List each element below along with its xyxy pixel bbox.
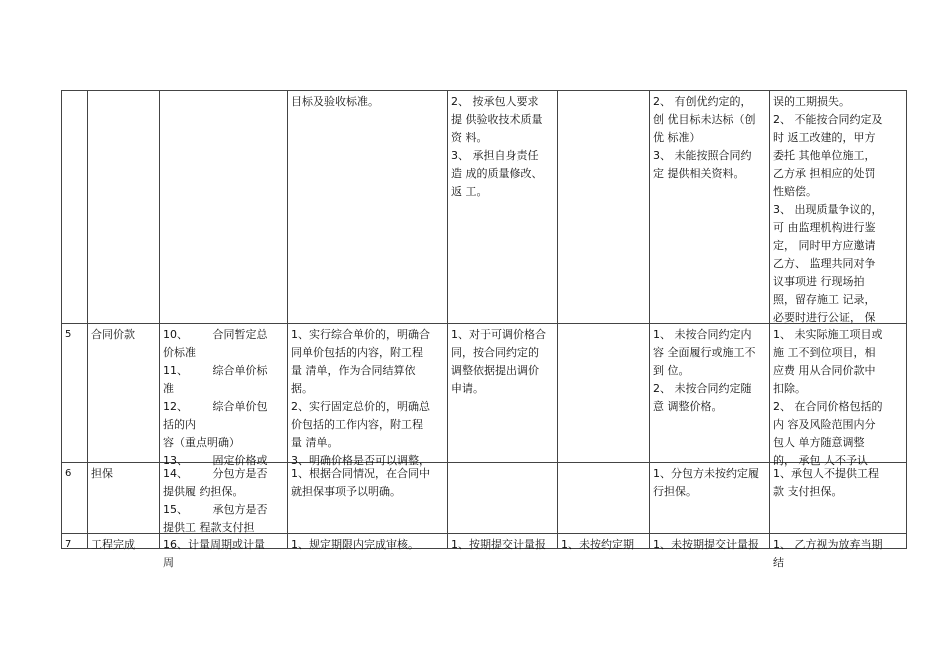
cell-text-line: 1、 未实际施工项目或 [773, 328, 883, 341]
item-name: 合同价款 [91, 328, 135, 341]
cell-text-line: 2、 不能按合同约定及 [773, 113, 883, 126]
party-b-cell [558, 324, 650, 463]
table-row [62, 91, 907, 324]
table-row [62, 324, 907, 463]
handling-cell [770, 324, 907, 467]
cell-text-line: 16、计量周期或计量 [163, 538, 265, 551]
cell-text-line: 2、 按承包人要求 [451, 95, 539, 108]
cell-text-line: 创 优目标未达标（创 [653, 113, 756, 126]
cell-text-line: 1、分包方未按约定履 [653, 467, 759, 480]
cell-text-line: 3、 承担自身责任 [451, 149, 539, 162]
control-point-cell [160, 91, 288, 324]
cell-text-line: 1、 乙方视为放弃当期 [773, 538, 883, 551]
party-a-cell [448, 534, 558, 549]
violation-cell [650, 463, 770, 534]
row-number-cell [62, 324, 88, 463]
cell-text-line: 提供工 程款支付担 [163, 521, 255, 534]
item-name-cell [88, 324, 160, 463]
cell-text-line: 1、承包人不提供工程 [773, 467, 879, 480]
cell-text-line: 15、 承包方是否 [163, 503, 268, 516]
cell-text-line: 1、规定期限内完成审核。 [291, 538, 419, 551]
row-number-cell [62, 463, 88, 534]
cell-text-line: 的， 承包 人不予认 [773, 454, 868, 467]
handling-cell [770, 91, 907, 324]
cell-text-line: 定， 同时甲方应邀请 [773, 239, 876, 252]
party-b-cell [558, 534, 650, 549]
violation-cell [650, 91, 770, 324]
row-number: 5 [65, 329, 72, 340]
handling-cell [770, 463, 907, 534]
party-a-cell [448, 91, 558, 324]
cell-text-line: 优 标准） [653, 131, 701, 144]
cell-text-line: 应费 用从合同价款中 [773, 364, 876, 377]
cell-text-line: 3、明确价格是否可以调整， [291, 454, 430, 467]
control-point-cell [160, 534, 288, 569]
cell-text-line: 返 工。 [451, 185, 488, 198]
cell-text-line: 2、 在合同价格包括的 [773, 400, 883, 413]
measure-cell [288, 534, 448, 549]
cell-text-line: 包人 单方随意调整 [773, 436, 865, 449]
item-name: 工程完成 [91, 538, 135, 551]
cell-text-line: 3、 出现质量争议的， [773, 203, 883, 216]
party-a-cell [448, 463, 558, 534]
cell-text-line: 就担保事项予以明确。 [291, 485, 401, 498]
cell-text-line: 照，留存施工 记录， [773, 293, 876, 306]
cell-text-line: 申请。 [451, 382, 484, 395]
cell-text-line: 款 支付担保。 [773, 485, 843, 498]
cell-text-line: 扣除。 [773, 382, 806, 395]
handling-cell [770, 534, 907, 569]
cell-text-line: 造 成的质量修改、 [451, 167, 543, 180]
row-number: 7 [65, 539, 72, 550]
cell-text-line: 容（重点明确） [163, 436, 240, 449]
cell-text-line: 价包括的工作内容，附工程 [291, 418, 423, 431]
control-point-cell [160, 324, 288, 467]
cell-text-line: 2、 未按合同约定随 [653, 382, 752, 395]
cell-text-line: 周 [163, 556, 174, 569]
cell-text-line: 准 [163, 382, 174, 395]
cell-text-line: 性赔偿。 [773, 185, 817, 198]
measure-cell [288, 463, 448, 534]
cell-text-line: 提供履 约担保。 [163, 485, 244, 498]
cell-text-line: 1、未按期提交计量报 [653, 538, 759, 551]
cell-text-line: 行担保。 [653, 485, 697, 498]
cell-text-line: 内 容及风险范围内分 [773, 418, 876, 431]
cell-text-line: 同单价包括的内容，附工程 [291, 346, 423, 359]
cell-text-line: 2、 有创优约定的， [653, 95, 752, 108]
cell-text-line: 1、 未按合同约定内 [653, 328, 752, 341]
row-number-cell [62, 91, 88, 324]
party-b-cell [558, 91, 650, 324]
party-a-cell [448, 324, 558, 463]
violation-cell [650, 324, 770, 463]
cell-text-line: 意 调整价格。 [653, 400, 723, 413]
measure-cell [288, 91, 448, 324]
cell-text-line: 14、 分包方是否 [163, 467, 268, 480]
control-point-cell [160, 463, 288, 534]
item-name: 担保 [91, 467, 113, 480]
cell-text-line: 到 位。 [653, 364, 690, 377]
cell-text-line: 调整依据提出调价 [451, 364, 539, 377]
cell-text-line: 乙方承 担相应的处罚 [773, 167, 876, 180]
cell-text-line: 据。 [291, 382, 313, 395]
cell-text-line: 13、 固定价格或 [163, 454, 268, 467]
row-number-cell [62, 534, 88, 549]
cell-text-line: 施 工不到位项目，相 [773, 346, 876, 359]
cell-text-line: 定 提供相关资料。 [653, 167, 745, 180]
violation-cell [650, 534, 770, 549]
cell-text-line: 时 返工改建的，甲方 [773, 131, 876, 144]
cell-text-line: 议事项进 行现场拍 [773, 275, 865, 288]
item-name-cell [88, 91, 160, 324]
cell-text-line: 资 料。 [451, 131, 488, 144]
cell-text-line: 括的内 [163, 418, 196, 431]
cell-text-line: 1、实行综合单价的，明确合 [291, 328, 430, 341]
cell-text-line: 2、实行固定总价的，明确总 [291, 400, 430, 413]
cell-text-line: 量 清单，作为合同结算依 [291, 364, 416, 377]
cell-text-line: 12、 综合单价包 [163, 400, 268, 413]
cell-text-line: 1、按期提交计量报 [451, 538, 546, 551]
row-number: 6 [65, 468, 72, 479]
cell-text-line: 价标准 [163, 346, 196, 359]
cell-text-line: 量 清单。 [291, 436, 339, 449]
measure-cell [288, 324, 448, 467]
cell-text-line: 目标及验收标准。 [291, 95, 379, 108]
cell-text-line: 同，按合同约定的 [451, 346, 539, 359]
cell-text-line: 可 由监理机构进行鉴 [773, 221, 876, 234]
cell-text-line: 必要时进行公证， 保 [773, 311, 876, 324]
table-row [62, 463, 907, 534]
cell-text-line: 1、未按约定期 [561, 538, 634, 551]
cell-text-line: 容 全面履行或施工不 [653, 346, 756, 359]
cell-text-line: 误的工期损失。 [773, 95, 850, 108]
cell-text-line: 乙方、 监理共同对争 [773, 257, 876, 270]
cell-text-line: 1、根据合同情况，在合同中 [291, 467, 430, 480]
cell-text-line: 11、 综合单价标 [163, 364, 268, 377]
cell-text-line: 委托 其他单位施工， [773, 149, 876, 162]
cell-text-line: 提 供验收技术质量 [451, 113, 543, 126]
cell-text-line: 结 [773, 556, 784, 569]
party-b-cell [558, 463, 650, 534]
cell-text-line: 1、对于可调价格合 [451, 328, 546, 341]
cell-text-line: 3、 未能按照合同约 [653, 149, 752, 162]
item-name-cell [88, 534, 160, 549]
cell-text-line: 10、 合同暂定总 [163, 328, 268, 341]
contract-risk-table [61, 90, 907, 569]
table-row [62, 534, 907, 549]
item-name-cell [88, 463, 160, 534]
